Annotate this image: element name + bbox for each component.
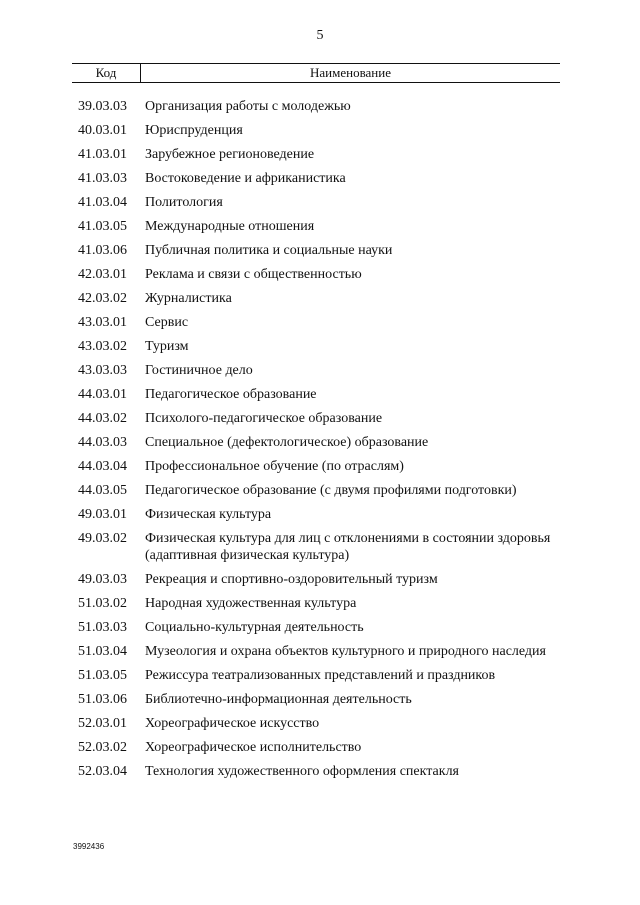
row-name: Хореографическое искусство (145, 716, 320, 731)
table-row (72, 98, 560, 115)
row-code: 51.03.06 (78, 692, 127, 707)
row-name: Организация работы с молодежью (145, 99, 351, 114)
row-name: Гостиничное дело (145, 363, 253, 378)
table-row (72, 530, 560, 564)
row-name: Педагогическое образование (с двумя профилями подготовки) (145, 483, 517, 498)
row-code: 49.03.02 (78, 531, 127, 546)
table-row (72, 290, 560, 307)
row-name: Рекреация и спортивно-оздоровительный туризм (145, 572, 438, 587)
table-body (72, 98, 560, 787)
row-code: 41.03.03 (78, 171, 127, 186)
table-row (72, 122, 560, 139)
row-code: 51.03.03 (78, 620, 127, 635)
table-row (72, 482, 560, 499)
table-row (72, 458, 560, 475)
table-row (72, 571, 560, 588)
table-row (72, 338, 560, 355)
row-code: 51.03.05 (78, 668, 127, 683)
row-name: Журналистика (145, 291, 232, 306)
row-name: Востоковедение и африканистика (145, 171, 346, 186)
row-code: 42.03.01 (78, 267, 127, 282)
table-row (72, 715, 560, 732)
table-row (72, 667, 560, 684)
table-header (72, 63, 560, 83)
row-code: 44.03.01 (78, 387, 127, 402)
row-name: Сервис (145, 315, 189, 330)
table-row (72, 194, 560, 211)
table-row (72, 218, 560, 235)
row-code: 44.03.05 (78, 483, 127, 498)
table-row (72, 739, 560, 756)
table-row (72, 691, 560, 708)
row-code: 44.03.03 (78, 435, 127, 450)
table-row (72, 506, 560, 523)
table-row (72, 619, 560, 636)
row-code: 41.03.01 (78, 147, 127, 162)
table-row (72, 314, 560, 331)
row-name: Психолого-педагогическое образование (145, 411, 383, 426)
row-code: 52.03.04 (78, 764, 127, 779)
header-name: Наименование (310, 65, 391, 80)
row-name: Политология (145, 195, 223, 210)
table-row (72, 386, 560, 403)
row-name: Реклама и связи с общественностью (145, 267, 362, 282)
table-row (72, 242, 560, 259)
header-code: Код (95, 65, 117, 80)
row-name: Специальное (дефектологическое) образование (145, 435, 429, 450)
row-name: Зарубежное регионоведение (145, 147, 315, 162)
row-code: 51.03.04 (78, 644, 127, 659)
row-code: 41.03.06 (78, 243, 127, 258)
row-name: Социально-культурная деятельность (145, 620, 364, 635)
table-row (72, 434, 560, 451)
row-code: 49.03.01 (78, 507, 127, 522)
row-code: 39.03.03 (78, 99, 127, 114)
row-name: Туризм (145, 339, 189, 354)
row-name: Физическая культура (145, 507, 272, 522)
row-code: 41.03.04 (78, 195, 127, 210)
table-row (72, 643, 560, 660)
row-code: 40.03.01 (78, 123, 127, 138)
page-number: 5 (316, 28, 324, 43)
row-name: Педагогическое образование (145, 387, 317, 402)
row-name: Музеология и охрана объектов культурного и природного наследия (145, 644, 546, 659)
row-code: 43.03.03 (78, 363, 127, 378)
table-row (72, 410, 560, 427)
row-name: Юриспруденция (145, 123, 243, 138)
table-row (72, 146, 560, 163)
row-name: Технология художественного оформления спектакля (145, 764, 459, 779)
row-code: 49.03.03 (78, 572, 127, 587)
row-code: 51.03.02 (78, 596, 127, 611)
row-code: 52.03.01 (78, 716, 127, 731)
table-row (72, 595, 560, 612)
row-name: Профессиональное обучение (по отраслям) (145, 459, 404, 474)
table-row (72, 266, 560, 283)
row-code: 43.03.01 (78, 315, 127, 330)
row-name: Библиотечно-информационная деятельность (145, 692, 412, 707)
row-name: Международные отношения (145, 219, 315, 234)
row-code: 43.03.02 (78, 339, 127, 354)
row-code: 44.03.04 (78, 459, 127, 474)
row-code: 42.03.02 (78, 291, 127, 306)
row-name: Народная художественная культура (145, 596, 357, 611)
row-code: 41.03.05 (78, 219, 127, 234)
document-id: 3992436 (73, 842, 105, 851)
table-row (72, 170, 560, 187)
row-name: Физическая культура для лиц с отклонениями в состоянии здоровья (адаптивная физическая культура) (145, 531, 551, 563)
row-name: Хореографическое исполнительство (145, 740, 362, 755)
table-row (72, 763, 560, 780)
row-code: 44.03.02 (78, 411, 127, 426)
row-name: Режиссура театрализованных представлений и праздников (145, 668, 496, 683)
row-code: 52.03.02 (78, 740, 127, 755)
table-row (72, 362, 560, 379)
row-name: Публичная политика и социальные науки (145, 243, 393, 258)
